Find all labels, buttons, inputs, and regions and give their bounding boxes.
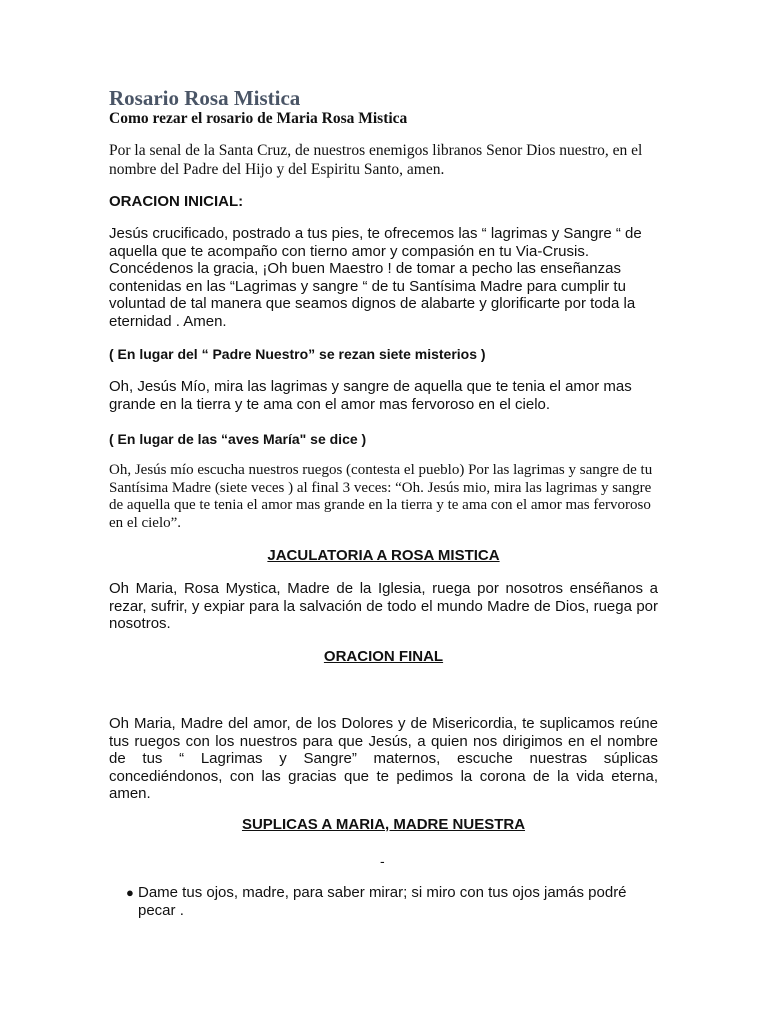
document-title: Rosario Rosa Mistica [109, 86, 301, 110]
list-item [128, 884, 658, 920]
heading-jaculatoria [109, 547, 658, 565]
heading-oracion-final-text: ORACION FINAL [323, 648, 444, 665]
separator-dash: - [380, 853, 385, 869]
document-subtitle: Como rezar el rosario de Maria Rosa Mistica [109, 110, 408, 127]
heading-oracion-final [109, 648, 658, 666]
heading-suplicas [109, 816, 658, 834]
oracion-misterio-paragraph: Oh, Jesús Mío, mira las lagrimas y sangre de aquella que te tenia el amor mas grande en la tierra y te ama con el amor mas fervoroso en el cielo. [109, 378, 632, 413]
note-aves-maria: ( En lugar de las “aves María" se dice ) [109, 431, 367, 447]
oracion-aves-paragraph: Oh, Jesús mío escucha nuestros ruegos (contesta el pueblo) Por las lagrimas y sangre de tu Santísima Madre (siete veces ) al final 3 veces: “Oh. Jesús mio, mira las lagrimas y sangre de aquella que te tenia el amor mas grande en la tierra y te ama con el amor mas fervoroso en el cielo”. [109, 462, 653, 531]
jaculatoria-paragraph: Oh Maria, Rosa Mystica, Madre de la Iglesia, ruega por nosotros enséñanos a rezar, sufrir, y expiar para la salvación de todo el mundo Madre de Dios, ruega por nosotros. [109, 580, 658, 632]
list-item-text: Dame tus ojos, madre, para saber mirar; si miro con tus ojos jamás podré pecar . [138, 884, 627, 919]
heading-suplicas-text: SUPLICAS A MARIA, MADRE NUESTRA [241, 816, 526, 833]
bullet-icon: ● [126, 885, 134, 900]
heading-oracion-inicial: ORACION INICIAL: [109, 193, 244, 210]
heading-jaculatoria-text: JACULATORIA A ROSA MISTICA [267, 547, 500, 564]
oracion-inicial-paragraph: Jesús crucificado, postrado a tus pies, te ofrecemos las “ lagrimas y Sangre “ de aquella que te acompaño con tierno amor y compasión en tu Via-Crusis. Concédenos la gracia, ¡Oh buen Maestro ! de tomar a pecho las enseñanzas contenidas en las “Lagrimas y sangre “ de tu Santísima Madre para cumplir tu voluntad de tal manera que seamos dignos de alabarte y glorificarte por toda la eternidad . Amen. [109, 225, 642, 330]
intro-paragraph: Por la senal de la Santa Cruz, de nuestros enemigos libranos Senor Dios nuestro, en el nombre del Padre del Hijo y del Espiritu Santo, amen. [109, 142, 643, 178]
note-padre-nuestro: ( En lugar del “ Padre Nuestro” se rezan siete misterios ) [109, 346, 486, 362]
oracion-final-paragraph: Oh Maria, Madre del amor, de los Dolores y de Misericordia, te suplicamos reúne tus ruegos con los nuestros para que Jesús, a quien nos dirigimos en el nombre de tus “ Lagrimas y Sangre” maternos, escuche nuestras súplicas concediéndonos, con las gracias que te pedimos la corona de la vida eterna, amen. [109, 715, 658, 802]
